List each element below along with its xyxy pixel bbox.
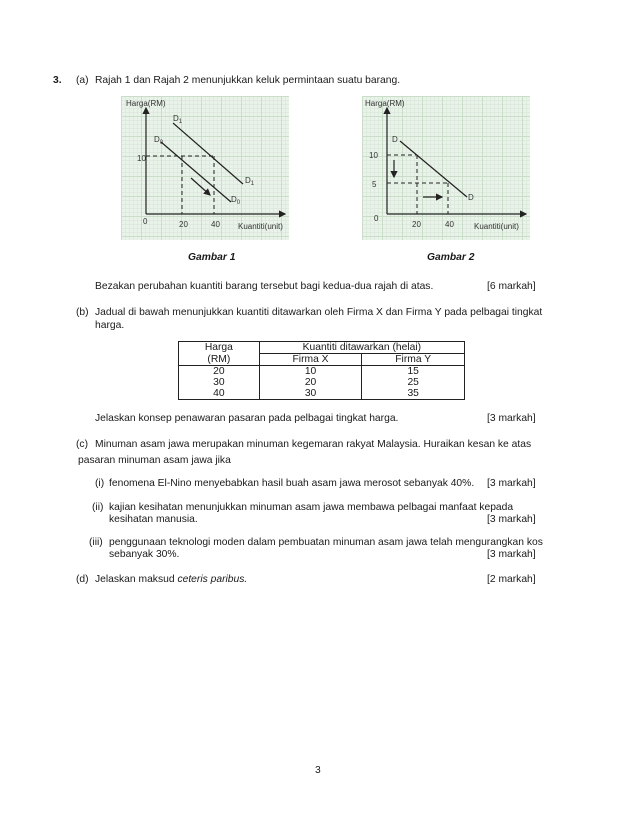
label-d0-end: $D_0$ — [231, 195, 241, 206]
part-a-label: (a) — [76, 75, 89, 86]
x-tick-40: 40 — [211, 220, 220, 229]
x-axis-title: Kuantiti(unit) — [238, 222, 283, 231]
label-d-top: D — [392, 135, 398, 144]
cell-firma-x: 10 — [259, 366, 362, 378]
part-c-label: (c) — [76, 439, 89, 450]
part-a-marks: [6 markah] — [487, 281, 536, 292]
part-d-label: (d) — [76, 574, 89, 585]
part-d-text — [95, 574, 247, 586]
x-tick-40: 40 — [445, 220, 454, 229]
label-d1-end: $D_1$ — [245, 176, 255, 187]
cell-firma-y: 25 — [362, 377, 465, 388]
header-firma-y: Firma Y — [362, 354, 465, 366]
label-d0-top: $D_0$ — [154, 135, 164, 146]
part-c-ii-label: (ii) — [92, 502, 104, 513]
part-c-i-text: fenomena El-Nino menyebabkan hasil buah asam jawa merosot sebanyak 40%. — [109, 478, 475, 489]
figure-1-demand-chart — [121, 96, 289, 240]
cell-firma-x: 30 — [259, 388, 362, 400]
part-c-iii-marks: [3 markah] — [487, 549, 536, 560]
y-axis-title: Harga(RM) — [365, 99, 405, 108]
part-b-text-line1: Jadual di bawah menunjukkan kuantiti ditawarkan oleh Firma X dan Firma Y pada pelbagai tingkat — [95, 307, 543, 318]
y-tick-5: 5 — [372, 180, 377, 189]
header-quantity: Kuantiti ditawarkan (helai) — [259, 342, 464, 354]
x-tick-20: 20 — [412, 220, 421, 229]
part-c-iii-label: (iii) — [89, 537, 103, 548]
x-tick-20: 20 — [179, 220, 188, 229]
part-a-task: Bezakan perubahan kuantiti barang tersebut bagi kedua-dua rajah di atas. — [95, 281, 434, 292]
supply-table — [178, 341, 465, 400]
part-d-ceteris-paribus: ceteris paribus. — [177, 574, 248, 585]
label-d1-top: $D_1$ — [173, 114, 183, 125]
table-row — [179, 388, 465, 400]
page-number: 3 — [315, 765, 321, 776]
cell-harga: 40 — [179, 388, 260, 400]
part-c-i-marks: [3 markah] — [487, 478, 536, 489]
part-b-task: Jelaskan konsep penawaran pasaran pada pelbagai tingkat harga. — [95, 413, 399, 424]
y-tick-10: 10 — [137, 154, 146, 163]
origin-label: 0 — [143, 217, 148, 226]
cell-harga: 20 — [179, 366, 260, 378]
part-c-ii-text-line1: kajian kesihatan menunjukkan minuman asam jawa membawa pelbagai manfaat kepada — [109, 502, 514, 513]
table-row — [179, 377, 465, 388]
y-axis-title: Harga(RM) — [126, 99, 166, 108]
header-rm: (RM) — [179, 354, 260, 366]
header-harga: Harga — [179, 342, 260, 354]
cell-firma-y: 35 — [362, 388, 465, 400]
part-d-marks: [2 markah] — [487, 574, 536, 585]
x-axis-title: Kuantiti(unit) — [474, 222, 519, 231]
y-tick-10: 10 — [369, 151, 378, 160]
part-c-text-line2: pasaran minuman asam jawa jika — [78, 455, 231, 466]
label-d-end: D — [468, 193, 474, 202]
question-number: 3. — [53, 75, 62, 86]
figure-2-demand-chart — [362, 96, 530, 240]
demand-curve-d0 — [161, 142, 231, 202]
part-c-i-label: (i) — [95, 478, 105, 489]
part-c-ii-text-line2: kesihatan manusia. — [109, 514, 198, 525]
part-d-text-before: Jelaskan maksud — [95, 574, 175, 585]
part-c-ii-marks: [3 markah] — [487, 514, 536, 525]
part-b-marks: [3 markah] — [487, 413, 536, 424]
shift-arrow — [191, 178, 210, 195]
part-c-iii-text-line1: penggunaan teknologi moden dalam pembuatan minuman asam jawa telah mengurangkan kos — [109, 537, 543, 548]
demand-curve-d1 — [173, 123, 243, 184]
figure-2-caption: Gambar 2 — [427, 252, 475, 263]
part-b-text-line2: harga. — [95, 320, 125, 331]
part-c-text-line1: Minuman asam jawa merupakan minuman kegemaran rakyat Malaysia. Huraikan kesan ke atas — [95, 439, 532, 450]
cell-firma-x: 20 — [259, 377, 362, 388]
demand-curve-d — [400, 141, 467, 197]
part-b-label: (b) — [76, 307, 89, 318]
part-c-iii-text-line2: sebanyak 30%. — [109, 549, 180, 560]
table-row — [179, 366, 465, 378]
part-a-text: Rajah 1 dan Rajah 2 menunjukkan keluk permintaan suatu barang. — [95, 75, 401, 86]
cell-harga: 30 — [179, 377, 260, 388]
cell-firma-y: 15 — [362, 366, 465, 378]
figure-1-caption: Gambar 1 — [188, 252, 236, 263]
header-firma-x: Firma X — [259, 354, 362, 366]
origin-label: 0 — [374, 214, 379, 223]
